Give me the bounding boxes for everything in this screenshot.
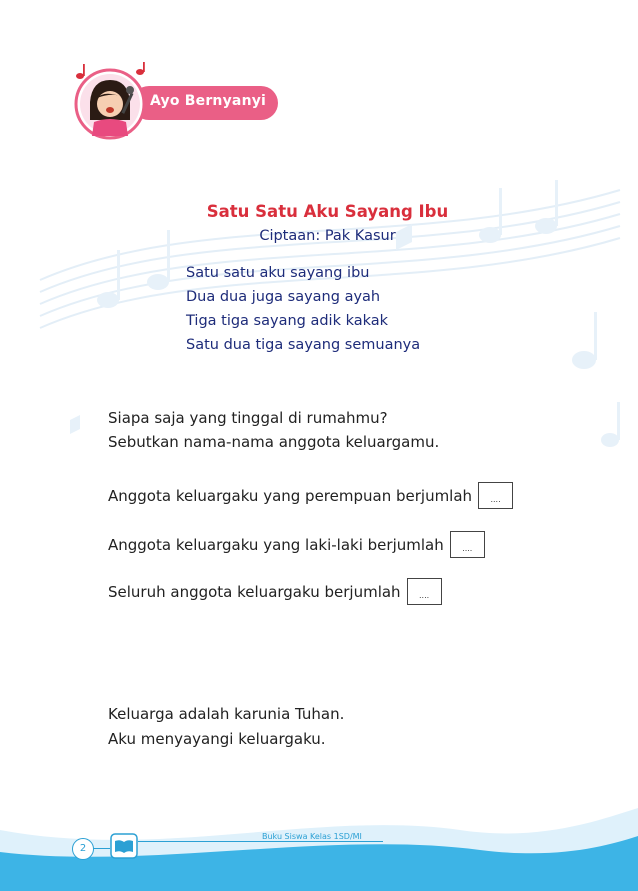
question-line: Siapa saja yang tinggal di rumahmu? — [108, 409, 388, 427]
fill-in-label: Seluruh anggota keluargaku berjumlah — [108, 582, 401, 601]
song-credit: Ciptaan: Pak Kasur — [259, 228, 396, 244]
closing-text — [108, 702, 344, 752]
closing-line: Keluarga adalah karunia Tuhan. — [108, 705, 345, 723]
answer-box[interactable]: .... — [478, 482, 513, 509]
answer-box[interactable]: .... — [450, 531, 485, 558]
fill-in-row-female — [108, 482, 513, 509]
lyric-line: Satu dua tiga sayang semuanya — [186, 337, 421, 353]
lyric-line: Tiga tiga sayang adik kakak — [186, 313, 389, 329]
badge-label: Ayo Bernyanyi — [150, 93, 267, 109]
lyric-line: Satu satu aku sayang ibu — [186, 265, 370, 281]
song-title: Satu Satu Aku Sayang Ibu — [206, 202, 449, 221]
question-text — [108, 406, 439, 454]
song-lyrics — [186, 261, 420, 357]
answer-box[interactable]: .... — [407, 578, 442, 605]
book-icon — [110, 833, 138, 859]
fill-in-row-total — [108, 578, 442, 605]
singing-girl-icon — [68, 62, 152, 142]
closing-line: Aku menyayangi keluargaku. — [108, 730, 326, 748]
fill-in-row-male — [108, 531, 485, 558]
section-badge — [68, 62, 280, 142]
fill-in-label: Anggota keluargaku yang laki-laki berjumlah — [108, 535, 444, 554]
page-number: 2 — [72, 838, 94, 860]
fill-in-label: Anggota keluargaku yang perempuan berjumlah — [108, 486, 473, 505]
footer-caption: Buku Siswa Kelas 1SD/MI — [262, 832, 362, 841]
lyric-line: Dua dua juga sayang ayah — [186, 289, 381, 305]
question-line: Sebutkan nama-nama anggota keluargamu. — [108, 433, 440, 451]
footer-divider — [92, 848, 110, 849]
footer-divider — [138, 841, 383, 842]
